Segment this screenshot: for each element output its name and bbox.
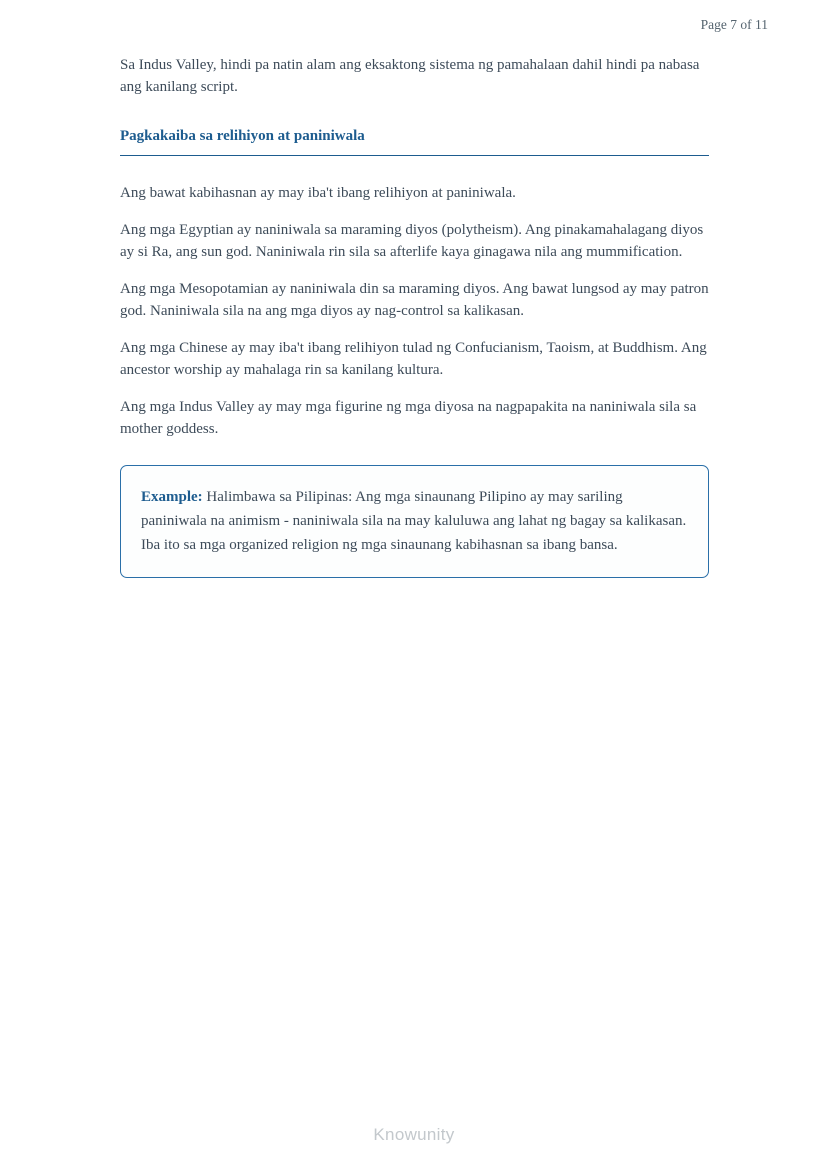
example-text: [141, 485, 688, 557]
example-label: Example:: [141, 489, 203, 505]
paragraph: Ang mga Chinese ay may iba't ibang relihiyon tulad ng Confucianism, Taoism, at Buddhism. Ang ancestor worship ay mahalaga rin sa kanilang kultura.: [120, 340, 707, 378]
paragraph: Ang mga Mesopotamian ay naniniwala din sa maraming diyos. Ang bawat lungsod ay may patron god. Naniniwala sila na ang mga diyos ay nag-control sa kalikasan.: [120, 281, 709, 319]
paragraph: Ang mga Indus Valley ay may mga figurine ng mga diyosa na nagpapakita na naniniwala sila sa mother goddess.: [120, 399, 697, 437]
knowunity-logo: Knowunity: [373, 1125, 455, 1144]
example-callout-box: [120, 465, 709, 578]
example-body-text: Halimbawa sa Pilipinas: Ang mga sinaunang Pilipino ay may sariling paniniwala na animism - naniniwala sila na may kaluluwa ang lahat ng bagay sa kalikasan. Iba ito sa mga organized religion ng mga sinaunang kabihasnan sa ibang bansa.: [141, 489, 687, 553]
section-heading: Pagkakaiba sa relihiyon at paniniwala: [120, 128, 365, 144]
page-content: [120, 54, 709, 578]
paragraph: Ang bawat kabihasnan ay may iba't ibang relihiyon at paniniwala.: [120, 185, 516, 201]
intro-paragraph: Sa Indus Valley, hindi pa natin alam ang eksaktong sistema ng pamahalaan dahil hindi pa nabasa ang kanilang script.: [120, 57, 700, 95]
paragraph: Ang mga Egyptian ay naniniwala sa maraming diyos (polytheism). Ang pinakamahalagang diyos ay si Ra, ang sun god. Naniniwala rin sila sa afterlife kaya ginagawa nila ang mummification.: [120, 222, 704, 260]
section-heading-rule: [120, 155, 709, 156]
page-number: Page 7 of 11: [700, 17, 768, 32]
